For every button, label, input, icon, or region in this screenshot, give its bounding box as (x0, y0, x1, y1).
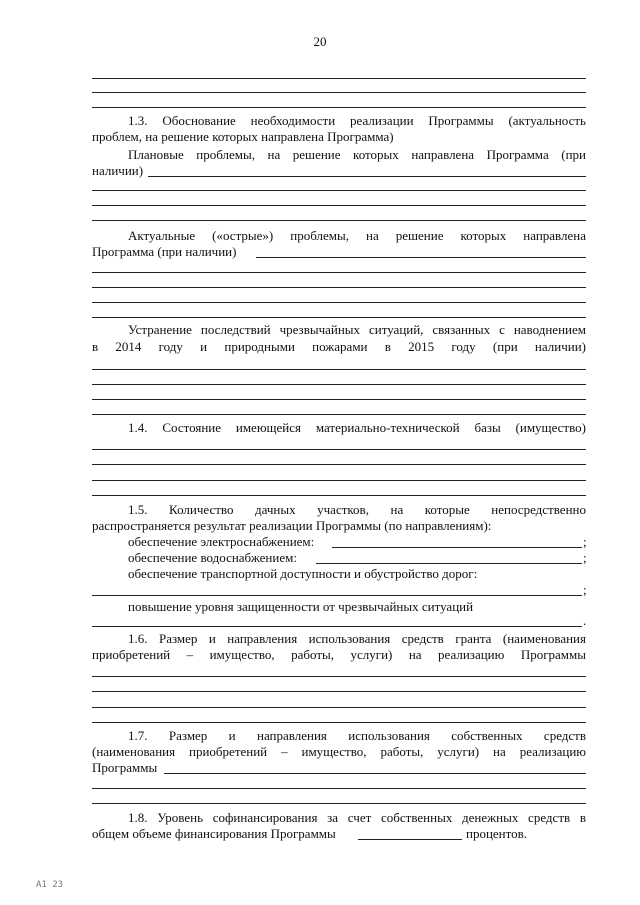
roads-field[interactable] (92, 595, 582, 596)
own-funds-field[interactable] (164, 773, 586, 774)
blank-line[interactable] (92, 302, 586, 303)
cofinancing-percent-field[interactable] (358, 839, 462, 840)
water-supply-field[interactable] (316, 563, 582, 564)
water-supply-semicolon: ; (583, 550, 587, 565)
roads-label: обеспечение транспортной доступности и обустройство дорог: (128, 566, 478, 581)
safety-label: повышение уровня защищенности от чрезвычайных ситуаций (128, 599, 474, 614)
blank-line[interactable] (92, 384, 586, 385)
blank-line[interactable] (92, 464, 586, 465)
section-1-8-heading-cont: общем объеме финансирования Программы (92, 826, 336, 841)
section-1-5-heading-cont: распространяется результат реализации Программы (по направлениям): (92, 518, 492, 533)
planned-problems-label-cont: наличии) (92, 163, 144, 178)
percent-label: процентов. (466, 826, 528, 841)
blank-line[interactable] (92, 480, 586, 481)
water-supply-label: обеспечение водоснабжением: (128, 550, 297, 565)
blank-line[interactable] (92, 287, 586, 288)
blank-line[interactable] (92, 449, 586, 450)
blank-line[interactable] (92, 220, 586, 221)
blank-line[interactable] (92, 272, 586, 273)
blank-line[interactable] (92, 205, 586, 206)
section-1-7-heading-cont: (наименования приобретений – имущество, работы, услуги) на реализацию (92, 744, 586, 759)
section-1-8-heading: 1.8. Уровень софинансирования за счет собственных денежных средств в (128, 810, 586, 825)
acute-problems-label: Актуальные («острые») проблемы, на решение которых направлена (128, 228, 586, 243)
blank-line[interactable] (92, 78, 586, 79)
blank-line[interactable] (92, 317, 586, 318)
blank-line[interactable] (92, 495, 586, 496)
disaster-label-cont: в 2014 году и природными пожарами в 2015 году (при наличии) (92, 339, 586, 354)
section-1-6-heading: 1.6. Размер и направления использования средств гранта (наименования (128, 631, 586, 646)
section-1-7-heading: 1.7. Размер и направления использования собственных средств (128, 728, 586, 743)
planned-problems-label: Плановые проблемы, на решение которых направлена Программа (при (128, 147, 586, 162)
section-1-6-heading-cont: приобретений – имущество, работы, услуги) на реализацию Программы (92, 647, 586, 662)
acute-problems-field[interactable] (256, 257, 586, 258)
blank-line[interactable] (92, 92, 586, 93)
roads-semicolon: ; (583, 582, 587, 597)
blank-line[interactable] (92, 369, 586, 370)
disaster-label: Устранение последствий чрезвычайных ситуаций, связанных с наводнением (128, 322, 586, 337)
blank-line[interactable] (92, 722, 586, 723)
acute-problems-label-cont: Программа (при наличии) (92, 244, 237, 259)
blank-line[interactable] (92, 803, 586, 804)
power-supply-field[interactable] (332, 547, 582, 548)
blank-line[interactable] (92, 707, 586, 708)
blank-line[interactable] (92, 414, 586, 415)
footer-stamp: A1 23 (36, 880, 64, 890)
section-1-5-heading: 1.5. Количество дачных участков, на которые непосредственно (128, 502, 586, 517)
blank-line[interactable] (92, 691, 586, 692)
section-1-4-heading: 1.4. Состояние имеющейся материально-технической базы (имущество) (128, 420, 586, 435)
section-1-3-heading: 1.3. Обоснование необходимости реализации Программы (актуальность (128, 113, 586, 128)
planned-problems-field[interactable] (148, 176, 586, 177)
blank-line[interactable] (92, 399, 586, 400)
power-supply-label: обеспечение электроснабжением: (128, 534, 315, 549)
blank-line[interactable] (92, 788, 586, 789)
power-supply-semicolon: ; (583, 534, 587, 549)
safety-dot: . (583, 613, 587, 628)
section-1-3-heading-cont: проблем, на решение которых направлена Программа) (92, 129, 394, 144)
section-1-7-heading-end: Программы (92, 760, 158, 775)
blank-line[interactable] (92, 676, 586, 677)
safety-field[interactable] (92, 626, 582, 627)
blank-line[interactable] (92, 190, 586, 191)
page-number: 20 (313, 34, 327, 49)
blank-line[interactable] (92, 107, 586, 108)
